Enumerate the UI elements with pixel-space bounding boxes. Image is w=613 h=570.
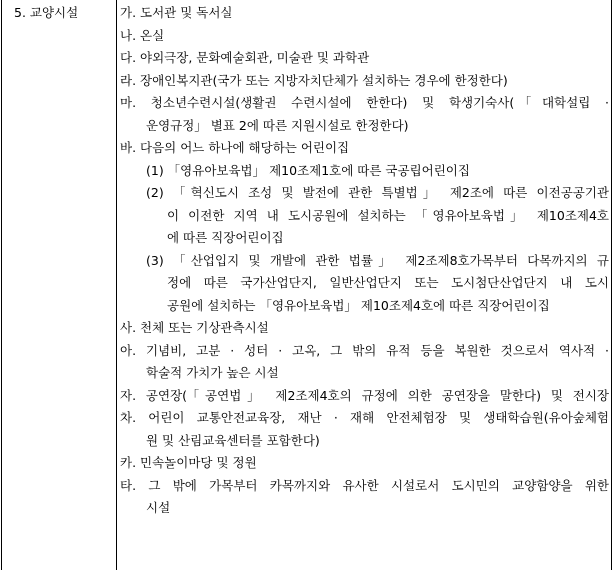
item-line: (1) 「영유아보육법」 제10조제1호에 따른 국공립어린이집 [146,162,470,178]
item-line: 나. 온실 [120,27,165,43]
item-line: 시설 [146,500,171,515]
facility-item-list [120,4,609,522]
item-line: 마. 청소년수련시설(생활권 수련시설에 한한다) 및 학생기숙사(「대학설립 · [120,95,609,110]
item-line: 공원에 설치하는 「영유아보육법」 제10조제4호에 따른 직장어린이집 [167,297,550,313]
item-line: 카. 민속놀이마당 및 정원 [120,455,257,470]
table-border-left [1,0,2,570]
item-line: 라. 장애인복지관(국가 또는 지방자치단체가 설치하는 경우에 한정한다) [120,72,508,88]
item-line: 차. 어린이 교통안전교육장, 재난 · 재해 안전체험장 및 생태학습원(유아숲체험 [120,410,609,425]
item-line: 가. 도서관 및 독서실 [120,5,233,20]
item-line: 에 따른 직장어린이집 [167,230,284,245]
item-line: 원 및 산림교육센터를 포함한다) [146,432,320,448]
item-line: 사. 천체 또는 기상관측시설 [120,320,269,335]
item-line: 자. 공연장(「공연법」 제2조제4호의 규정에 의한 공연장을 말한다) 및 전시장 [120,387,609,403]
item-line: 아. 기념비, 고분 · 성터 · 고옥, 그 밖의 유적 등을 복원한 것으로서 역사적 · [120,342,609,358]
item-line: 타. 그 밖에 가목부터 카목까지와 유사한 시설로서 도시민의 교양함양을 위한 [120,477,609,493]
item-line: (3) 「산업입지 및 개발에 관한 법률」 제2조제8호가목부터 다목까지의 규 [146,252,609,268]
item-line: 운영규정」 별표 2에 따른 지원시설로 한정한다) [146,117,409,133]
item-line: 학술적 가치가 높은 시설 [146,365,279,380]
table-border-right [611,0,612,570]
item-line: 정에 따른 국가산업단지, 일반산업단지 또는 도시첨단산업단지 내 도시 [167,275,609,290]
table-border-middle [116,0,117,570]
item-line: 이 이전한 지역 내 도시공원에 설치하는 「영유아보육법」 제10조제4호 [167,207,609,223]
category-label: 5. 교양시설 [14,5,79,20]
item-line: 다. 야외극장, 문화예술회관, 미술관 및 과학관 [120,50,370,65]
item-line: 바. 다음의 어느 하나에 해당하는 어린이집 [120,140,350,155]
item-line: (2) 「혁신도시 조성 및 발전에 관한 특별법」 제2조에 따른 이전공공기관 [146,185,609,200]
